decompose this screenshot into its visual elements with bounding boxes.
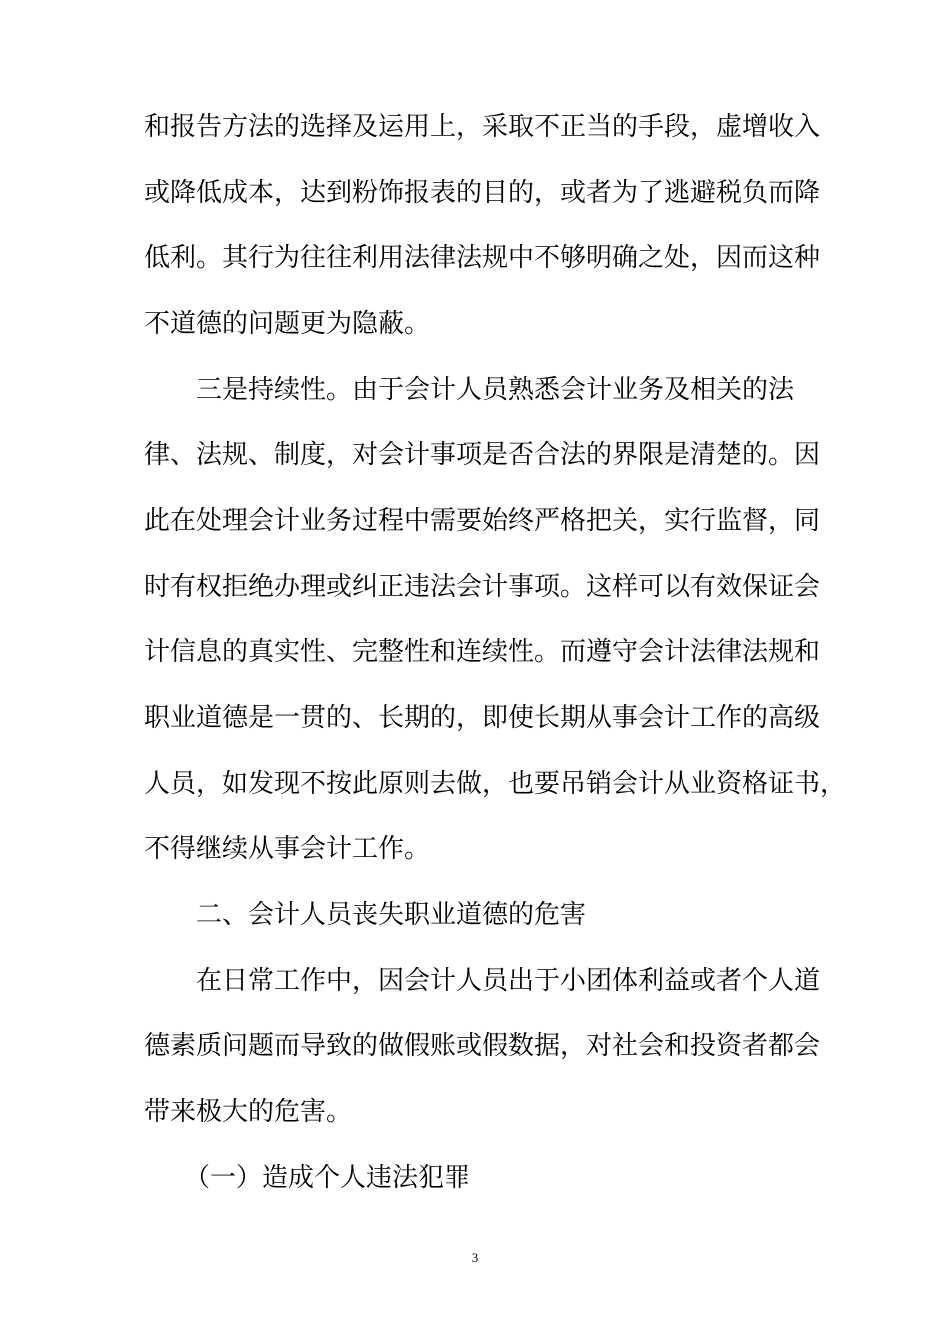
page-number: 3 — [471, 1250, 479, 1265]
body-text-line: 带来极大的危害。 — [144, 1097, 353, 1127]
body-text-line: 律、法规、制度，对会计事项是否合法的界限是清楚的。因 — [144, 440, 821, 470]
body-text-line: 不道德的问题更为隐蔽。 — [144, 309, 431, 339]
subsection-heading: （一）造成个人违法犯罪 — [184, 1163, 471, 1193]
body-text-line: 不得继续从事会计工作。 — [144, 834, 431, 864]
body-text-line: 职业道德是一贯的、长期的，即使长期从事会计工作的高级 — [144, 703, 821, 733]
section-heading: 二、会计人员丧失职业道德的危害 — [196, 900, 587, 930]
body-text-line: 和报告方法的选择及运用上，采取不正当的手段，虚增收入 — [144, 112, 821, 142]
body-text-line: 或降低成本，达到粉饰报表的目的，或者为了逃避税负而降 — [144, 178, 821, 208]
body-text-line: 时有权拒绝办理或纠正违法会计事项。这样可以有效保证会 — [144, 572, 821, 602]
body-text-line: 此在处理会计业务过程中需要始终严格把关，实行监督，同 — [144, 506, 821, 536]
body-text-line: 德素质问题而导致的做假账或假数据，对社会和投资者都会 — [144, 1031, 821, 1061]
paragraph-first-line: 三是持续性。由于会计人员熟悉会计业务及相关的法 — [196, 375, 795, 405]
paragraph-first-line: 在日常工作中，因会计人员出于小团体利益或者个人道 — [196, 966, 821, 996]
body-text-line: 计信息的真实性、完整性和连续性。而遵守会计法律法规和 — [144, 637, 821, 667]
body-text-line: 人员，如发现不按此原则去做，也要吊销会计从业资格证书， — [144, 769, 847, 799]
body-text-line: 低利。其行为往往利用法律法规中不够明确之处，因而这种 — [144, 243, 821, 273]
